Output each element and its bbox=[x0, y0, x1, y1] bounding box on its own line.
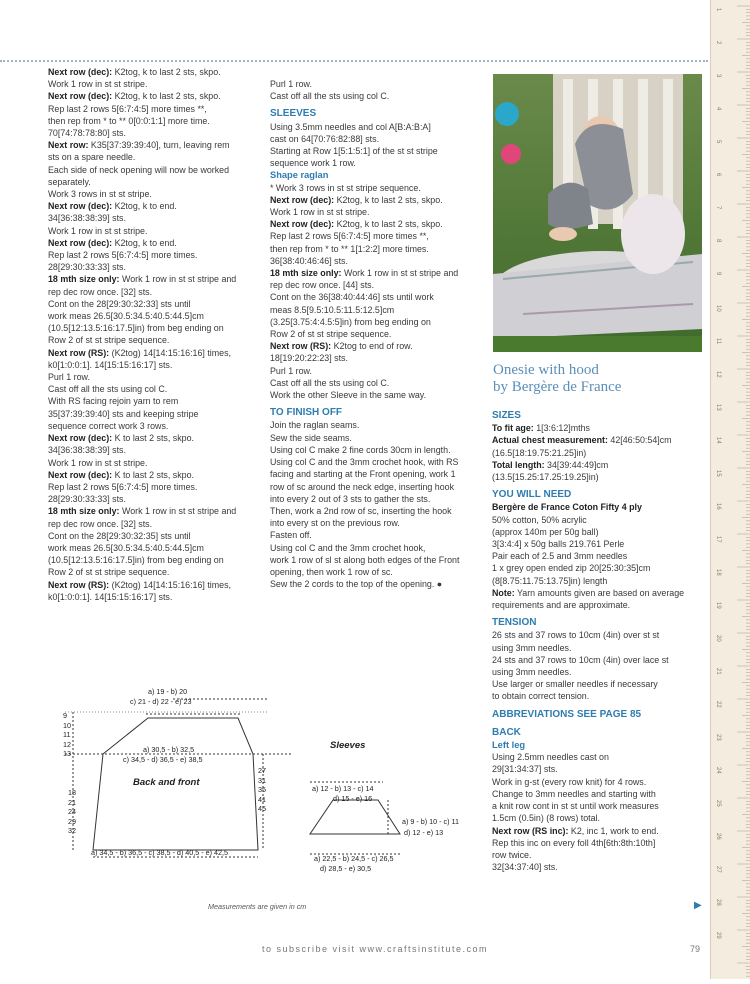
ruler-ticks bbox=[711, 0, 750, 979]
instruction-line bbox=[270, 340, 482, 352]
instruction-line: Sew the side seams. bbox=[270, 432, 352, 443]
instruction-line: work meas 26.5[30.5:34.5:40.5:44.5]cm bbox=[48, 542, 204, 553]
instruction-line: 34[36:38:38:39] sts. bbox=[48, 213, 126, 224]
instruction-line: Rep last 2 rows 5[6:7:4:5] more times **, bbox=[48, 103, 207, 114]
instruction-line: a knit row cont in st st until work measures bbox=[492, 801, 659, 812]
ruler-number: 7 bbox=[715, 206, 721, 210]
instruction-label: Bergère de France Coton Fifty 4 ply bbox=[492, 502, 642, 513]
ruler-number: 9 bbox=[715, 272, 721, 276]
instruction-line: Using 3.5mm needles and col A[B:A:B:A] bbox=[270, 121, 431, 132]
instruction-text: Yarn amounts given are based on average bbox=[514, 587, 685, 598]
dim-back-left2-0: 18 bbox=[68, 788, 76, 797]
instruction-line: Using col C and the 3mm crochet hook, with RS bbox=[270, 457, 459, 468]
instruction-line: Purl 1 row. bbox=[270, 79, 312, 89]
instruction-line: Fasten off. bbox=[270, 530, 312, 541]
instruction-label: Total length: bbox=[492, 459, 545, 470]
instruction-line: Row 2 of st st stripe sequence. bbox=[48, 335, 170, 346]
ruler-number: 12 bbox=[715, 371, 721, 378]
instruction-line: row of sc around the neck edge, inserting hook bbox=[270, 481, 455, 492]
instruction-line: Then, work a 2nd row of sc, inserting the hook bbox=[270, 505, 452, 516]
instruction-line bbox=[492, 422, 704, 434]
instruction-label: To fit age: bbox=[492, 423, 534, 434]
instruction-line: Change to 3mm needles and starting with bbox=[492, 788, 656, 799]
instruction-text: K2tog, k to last 2 sts, skpo. bbox=[334, 219, 443, 230]
dim-back-left2-4: 32 bbox=[68, 826, 76, 835]
instruction-line: sts on a spare needle. bbox=[48, 152, 136, 163]
instruction-text: K2tog to end of row. bbox=[331, 341, 413, 352]
dim-back-left2-1: 21 bbox=[68, 797, 76, 807]
instruction-line: then rep from * to ** 0[0:0:1:1] more time. bbox=[48, 115, 210, 126]
instruction-text: K to last 2 sts, skpo. bbox=[112, 433, 194, 444]
instruction-text: 34[39:44:49]cm bbox=[544, 459, 609, 470]
pattern-title bbox=[493, 362, 705, 396]
dim-sleeve-top1: a) 12 - b) 13 - c) 14 bbox=[312, 784, 374, 793]
dim-back-right-0: 27 bbox=[258, 766, 266, 775]
instruction-line: separately. bbox=[48, 176, 91, 187]
instruction-line: (8[8.75:11.75:13.75]in) length bbox=[492, 575, 608, 586]
instruction-text: K2tog, k to last 2 sts, skpo. bbox=[112, 67, 221, 77]
instruction-label: Note: bbox=[492, 587, 515, 598]
instruction-line: requirements and are approximate. bbox=[492, 600, 631, 611]
instruction-line: Using 2.5mm needles cast on bbox=[492, 752, 609, 763]
instruction-line: With RS facing rejoin yarn to rem bbox=[48, 396, 179, 407]
instruction-line: 26 sts and 37 rows to 10cm (4in) over st st bbox=[492, 630, 660, 641]
instruction-line: Using col C make 2 fine cords 30cm in length. bbox=[270, 444, 451, 455]
instruction-line: then rep from * to ** 1[1:2:2] more times. bbox=[270, 243, 429, 254]
instruction-line bbox=[270, 267, 482, 279]
instruction-label: Next row (dec): bbox=[48, 67, 113, 77]
instruction-line: meas 8.5[9.5:10.5:11.5:12.5]cm bbox=[270, 304, 395, 315]
instruction-line: Work the other Sleeve in the same way. bbox=[270, 390, 427, 401]
ruler-number: 2 bbox=[715, 41, 721, 45]
instruction-line: Purl 1 row. bbox=[270, 365, 312, 376]
instruction-line: Row 2 of st st stripe sequence. bbox=[48, 567, 170, 578]
dim-sleeve-right2: d) 12 - e) 13 bbox=[404, 828, 444, 837]
instruction-line: k0[1:0:0:1]. 14[15:15:16:17] sts. bbox=[48, 359, 173, 370]
instruction-line: 1 x grey open ended zip 20[25:30:35]cm bbox=[492, 563, 651, 574]
instruction-line bbox=[48, 273, 258, 285]
instruction-line: sequence correct work 3 rows. bbox=[48, 420, 169, 431]
instruction-label: Next row (RS): bbox=[48, 579, 110, 590]
ruler-number: 8 bbox=[715, 239, 721, 243]
ruler-number: 24 bbox=[715, 767, 721, 774]
instruction-label: Next row (dec): bbox=[48, 433, 113, 444]
instruction-line bbox=[48, 432, 258, 444]
instruction-line: 35[37:39:39:40] sts and keeping stripe bbox=[48, 408, 199, 419]
dim-back-mid2: c) 34,5 - d) 36,5 - e) 38,5 bbox=[123, 755, 203, 764]
ruler-number: 5 bbox=[715, 140, 721, 144]
dim-back-left2-2: 24 bbox=[68, 807, 76, 816]
instruction-line: Cast off all the sts using col C. bbox=[48, 384, 168, 395]
ruler-number: 19 bbox=[715, 602, 721, 609]
instruction-text: K2tog, k to end. bbox=[112, 237, 177, 248]
dim-back-right-1: 31 bbox=[258, 775, 266, 785]
instruction-line bbox=[270, 218, 482, 230]
instruction-line: Use larger or smaller needles if necessary bbox=[492, 679, 658, 690]
dim-back-left-2: 11 bbox=[63, 730, 71, 739]
back-front-label: Back and front bbox=[133, 777, 200, 788]
instruction-line: (10.5[12:13.5:16:17.5]in) from beg ending on bbox=[48, 323, 224, 334]
instruction-line: 70[74:78:78:80] sts. bbox=[48, 128, 126, 139]
instruction-line: (3.25[3.75:4:4.5:5]in) from beg ending on bbox=[270, 316, 431, 327]
instruction-line: Cont on the 28[29:30:32:33] sts until bbox=[48, 298, 191, 309]
instruction-line: 32[34:37:40] sts. bbox=[492, 862, 558, 873]
instruction-line: Cast off all the sts using col C. bbox=[270, 377, 390, 388]
instruction-label: Next row (dec): bbox=[48, 237, 113, 248]
instruction-line: (10.5[12:13.5:16:17.5]in) from beg ending on bbox=[48, 555, 224, 566]
continue-arrow-icon: ▶ bbox=[694, 900, 702, 911]
instruction-line: Starting at Row 1[5:1:5:1] of the st st stripe bbox=[270, 146, 438, 157]
instruction-line: Work 1 row in st st stripe. bbox=[48, 79, 148, 90]
instruction-text: Work 1 row in st st stripe and bbox=[119, 506, 237, 517]
instruction-line: Each side of neck opening will now be worked bbox=[48, 164, 230, 175]
instruction-text: K2tog, k to end. bbox=[112, 201, 177, 212]
ruler-number: 4 bbox=[715, 107, 721, 111]
instruction-line bbox=[492, 501, 704, 513]
ruler-number: 22 bbox=[715, 701, 721, 708]
instruction-label: Next row (dec): bbox=[270, 194, 335, 205]
ruler-number: 3 bbox=[715, 74, 721, 78]
ruler-number: 28 bbox=[715, 899, 721, 906]
instruction-text: K to last 2 sts, skpo. bbox=[112, 469, 194, 480]
instruction-line: Sew the 2 cords to the top of the opening. ● bbox=[270, 579, 443, 590]
instruction-line: Rep last 2 rows 5[6:7:4:5] more times **, bbox=[270, 231, 429, 242]
instruction-line bbox=[48, 66, 258, 78]
instruction-line: 3[3:4:4] x 50g balls 219.761 Perle bbox=[492, 539, 625, 550]
instruction-text: K2tog, k to last 2 sts, skpo. bbox=[334, 194, 443, 205]
instruction-line: Rep this inc on every foll 4th[6th:8th:10th] bbox=[492, 837, 656, 848]
instruction-line: work 1 row of sl st along both edges of the Front bbox=[270, 554, 460, 565]
dim-back-left-4: 13 bbox=[63, 749, 71, 758]
dim-back-left-3: 12 bbox=[63, 739, 71, 749]
instruction-text: 42[46:50:54]cm bbox=[607, 435, 672, 446]
instruction-label: Next row (RS): bbox=[270, 341, 332, 352]
ruler-number: 21 bbox=[715, 668, 721, 675]
ruler-number: 13 bbox=[715, 404, 721, 411]
instruction-text: 1[3:6:12]mths bbox=[533, 423, 590, 434]
instruction-line: Work 1 row in st st stripe. bbox=[48, 457, 148, 468]
top-dotted-divider bbox=[0, 60, 708, 62]
instruction-line: to obtain correct tension. bbox=[492, 691, 590, 702]
instruction-line: 50% cotton, 50% acrylic bbox=[492, 514, 587, 525]
instruction-line: Cont on the 36[38:40:44:46] sts until work bbox=[270, 292, 434, 303]
ruler-number: 29 bbox=[715, 932, 721, 939]
dim-back-left-1: 10 bbox=[63, 720, 71, 730]
subsection-heading: Shape raglan bbox=[270, 170, 329, 181]
ruler-number: 26 bbox=[715, 833, 721, 840]
instruction-line: Join the raglan seams. bbox=[270, 420, 360, 431]
column-middle bbox=[270, 78, 482, 590]
instruction-line: 28[29:30:33:33] sts. bbox=[48, 494, 126, 505]
instruction-text: K2tog, k to last 2 sts, skpo. bbox=[112, 91, 221, 102]
instruction-line: Row 2 of st st stripe sequence. bbox=[270, 329, 392, 340]
page-number: 79 bbox=[690, 944, 701, 954]
instruction-line bbox=[492, 587, 704, 599]
instruction-label: 18 mth size only: bbox=[48, 506, 120, 517]
pattern-title-line1: Onesie with hood bbox=[493, 362, 599, 378]
instruction-label: Next row: bbox=[48, 140, 89, 151]
instruction-line: Cast off all the sts using col C. bbox=[270, 91, 390, 102]
instruction-label: 18 mth size only: bbox=[270, 268, 342, 279]
instruction-text: (K2tog) 14[14:15:16:16] times, bbox=[109, 579, 232, 590]
instruction-line: rep dec row once. [32] sts. bbox=[48, 286, 153, 297]
dim-back-right-2: 35 bbox=[258, 785, 266, 794]
instruction-label: Next row (RS): bbox=[48, 347, 110, 358]
dim-back-left-0: 9 bbox=[63, 711, 67, 720]
ruler-number: 6 bbox=[715, 173, 721, 177]
instruction-text: Work 1 row in st st stripe and bbox=[341, 268, 459, 279]
ruler-number: 11 bbox=[715, 338, 721, 345]
dim-back-top2: c) 21 - d) 22 - e) 23 bbox=[130, 697, 192, 706]
column-right bbox=[492, 404, 704, 873]
instruction-line: k0[1:0:0:1]. 14[15:15:16:17] sts. bbox=[48, 591, 173, 602]
instruction-line: row twice. bbox=[492, 849, 532, 860]
instruction-line: Work 1 row in st st stripe. bbox=[270, 207, 370, 218]
instruction-label: Actual chest measurement: bbox=[492, 435, 608, 446]
instruction-label: Next row (dec): bbox=[48, 469, 113, 480]
instruction-line: (13.5[15.25:17.25:19.25]in) bbox=[492, 472, 599, 483]
instruction-line: into every 2 out of 3 sts to gather the sts. bbox=[270, 493, 431, 504]
instruction-line: 34[36:38:38:39] sts. bbox=[48, 445, 126, 456]
ruler-number: 27 bbox=[715, 866, 721, 873]
instruction-line: rep dec row once. [44] sts. bbox=[270, 280, 375, 291]
dim-back-left bbox=[63, 711, 71, 759]
ruler-number: 14 bbox=[715, 437, 721, 444]
instruction-line: 1.5cm (0.5in) (8 rows) total. bbox=[492, 813, 601, 824]
instruction-line: Rep last 2 rows 5[6:7:4:5] more times. bbox=[48, 481, 198, 492]
instruction-line bbox=[48, 579, 258, 591]
instruction-line: 36[38:40:46:46] sts. bbox=[270, 255, 348, 266]
dim-sleeve-top2: d) 15 - e) 16 bbox=[333, 794, 373, 803]
section-heading: TENSION bbox=[492, 617, 537, 629]
instruction-text: K2, inc 1, work to end. bbox=[568, 825, 659, 836]
instruction-line bbox=[48, 200, 258, 212]
section-heading: YOU WILL NEED bbox=[492, 489, 572, 501]
section-heading: BACK bbox=[492, 726, 521, 738]
dim-back-right bbox=[258, 766, 266, 814]
instruction-line: into every st on the previous row. bbox=[270, 518, 400, 529]
instruction-line: Work 3 rows in st st stripe. bbox=[48, 189, 152, 200]
dim-back-mid1: a) 30,5 - b) 32,5 bbox=[143, 745, 195, 754]
instruction-line bbox=[492, 825, 704, 837]
section-heading: SIZES bbox=[492, 410, 521, 421]
dim-sleeve-bottom2: d) 28,5 - e) 30,5 bbox=[320, 864, 372, 873]
instruction-line bbox=[48, 505, 258, 517]
dim-back-right-3: 41 bbox=[258, 794, 266, 804]
dim-back-left2 bbox=[68, 788, 76, 836]
instruction-line: work meas 26.5[30.5:34.5:40.5:44.5]cm bbox=[48, 311, 204, 322]
ruler-number: 23 bbox=[715, 734, 721, 741]
dim-sleeve-right1: a) 9 - b) 10 - c) 11 bbox=[402, 817, 459, 826]
instruction-line: 18[19:20:22:23] sts. bbox=[270, 353, 348, 364]
instruction-label: Next row (RS inc): bbox=[492, 825, 569, 836]
column-left bbox=[48, 66, 258, 603]
instruction-label: Next row (dec): bbox=[48, 91, 113, 102]
subsection-heading: Left leg bbox=[492, 740, 526, 751]
instruction-text: K35[37:39:39:40], turn, leaving rem bbox=[88, 140, 230, 151]
instruction-line bbox=[48, 139, 258, 151]
dim-back-left2-3: 29 bbox=[68, 816, 76, 826]
ruler-number: 10 bbox=[715, 305, 721, 312]
diagram-caption: Measurements are given in cm bbox=[208, 902, 307, 911]
product-photo bbox=[493, 74, 702, 352]
ruler-number: 16 bbox=[715, 503, 721, 510]
instruction-line: Work in g-st (every row knit) for 4 rows. bbox=[492, 776, 647, 787]
instruction-line: Rep last 2 rows 5[6:7:4:5] more times. bbox=[48, 250, 198, 261]
sleeves-label: Sleeves bbox=[330, 740, 366, 751]
footer-subscribe: to subscribe visit www.craftsinstitute.com bbox=[261, 944, 489, 954]
instruction-line: Using col C and the 3mm crochet hook, bbox=[270, 542, 426, 553]
instruction-line bbox=[48, 237, 258, 249]
section-heading: ABBREVIATIONS SEE PAGE 85 bbox=[492, 708, 642, 720]
dim-back-bottom: a) 34,5 - b) 36,5 - c) 38,5 - d) 40,5 - e) 42,5 bbox=[91, 848, 229, 857]
instruction-line bbox=[48, 347, 258, 359]
instruction-line: cast on 64[70:76:82:88] sts. bbox=[270, 133, 380, 144]
dim-back-top1: a) 19 - b) 20 bbox=[148, 687, 188, 696]
instruction-label: 18 mth size only: bbox=[48, 274, 120, 285]
instruction-line: sequence work 1 row. bbox=[270, 158, 356, 169]
instruction-text: (K2tog) 14[14:15:16:16] times, bbox=[109, 347, 232, 358]
instruction-label: Next row (dec): bbox=[48, 201, 113, 212]
dim-sleeve-bottom1: a) 22,5 - b) 24,5 - c) 26,5 bbox=[314, 854, 394, 863]
instruction-label: Next row (dec): bbox=[270, 219, 335, 230]
instruction-line: facing and starting at the Front opening, work 1 bbox=[270, 469, 456, 480]
ruler-number: 18 bbox=[715, 569, 721, 576]
instruction-line bbox=[492, 434, 704, 446]
instruction-text: Work 1 row in st st stripe and bbox=[119, 274, 237, 285]
instruction-line: 28[29:30:33:33] sts. bbox=[48, 262, 126, 273]
instruction-line: (approx 140m per 50g ball) bbox=[492, 526, 599, 537]
pattern-title-line2: by Bergère de France bbox=[493, 379, 622, 395]
instruction-line bbox=[48, 90, 258, 102]
instruction-line: Cont on the 28[29:30:32:35] sts until bbox=[48, 530, 191, 541]
instruction-line bbox=[48, 469, 258, 481]
ruler-number: 1 bbox=[715, 8, 721, 12]
ruler-number: 25 bbox=[715, 800, 721, 807]
instruction-line: (16.5[18:19.75:21.25]in) bbox=[492, 447, 587, 458]
instruction-line: opening, then work 1 row of sc. bbox=[270, 566, 393, 577]
instruction-line: Purl 1 row. bbox=[48, 372, 90, 383]
ruler-number: 17 bbox=[715, 536, 721, 543]
section-heading: TO FINISH OFF bbox=[270, 407, 343, 419]
instruction-line: rep dec row once. [32] sts. bbox=[48, 518, 153, 529]
ruler-number: 20 bbox=[715, 635, 721, 642]
instruction-line: Pair each of 2.5 and 3mm needles bbox=[492, 551, 628, 562]
instruction-line: 29[31:34:37] sts. bbox=[492, 764, 558, 775]
instruction-line: * Work 3 rows in st st stripe sequence. bbox=[270, 182, 421, 193]
side-ruler bbox=[710, 0, 750, 979]
ruler-number: 15 bbox=[715, 470, 721, 477]
instruction-line: 24 sts and 37 rows to 10cm (4in) over lace st bbox=[492, 654, 669, 665]
instruction-line: using 3mm needles. bbox=[492, 667, 572, 678]
instruction-line: Work 1 row in st st stripe. bbox=[48, 225, 148, 236]
dim-back-right-4: 45 bbox=[258, 804, 266, 813]
instruction-line bbox=[492, 459, 704, 471]
instruction-line: using 3mm needles. bbox=[492, 642, 572, 653]
instruction-line bbox=[270, 194, 482, 206]
section-heading: SLEEVES bbox=[270, 108, 317, 120]
